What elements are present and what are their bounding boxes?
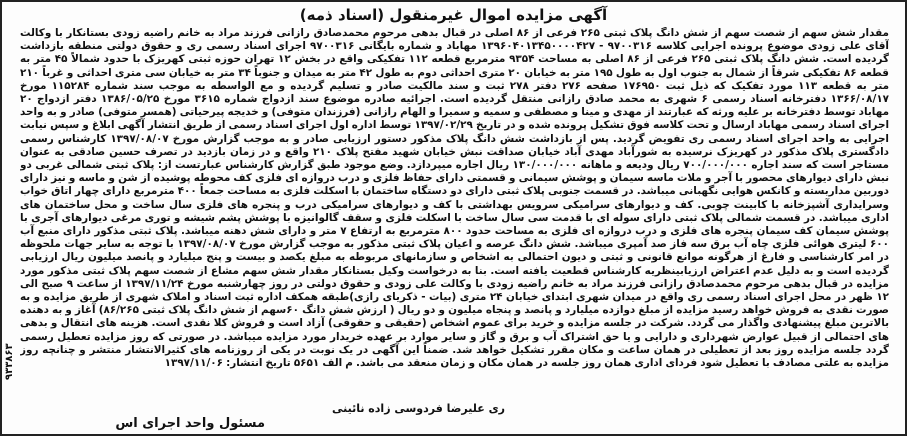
notice-title: آگهی مزایده اموال غیرمنقول (اسناد ذمه) [299,6,608,24]
signature-block [2,403,905,431]
signature-official-name: ری علیرضا فردوسی زاده نائینی [331,402,505,415]
notice-body [20,27,889,405]
signature-office-title: مسئول واحد اجرای اس [115,416,265,431]
notice-body-text: مقدار شش سهم از شصت سهم از شش دانگ پلاک ثبتی ۲۶۵ فرعی از ۸۶ اصلی در قبال بدهی مرحوم محمدصادق رازانی فرزند مراد به خانم راضیه زودی بستانکار با وکالت آقای علی زودی موضوع پرونده اجرایی کلاسه ۹۷۰۰۳۱۶ - ۱۳۹۶۰۴۰۱۳۴۵۰۰۰۰۴۲۷ مهاباد و شماره بایگانی ۹۷۰۰۳۱۶ اجرای اسناد رسمی ری و حقوق دولتی منطقه بازداشت گردیده است. شش دانگ پلاک ثبتی ۲۶۵ فرعی از ۸۶ اصلی به مساحت ۹۳۵۴ مترمربع قطعه ۱۱۲ تفکیکی واقع در بخش ۱۲ تهران حوزه ثبتی کهریزک با حدود شمالاً ۴۵ متر به قطعه ۸۶ تفکیکی شرقاً از شمال به جنوب اول به طول ۱۹۵ متر به خیابان ۲۰ متری احداثی دوم به طول ۴۲ متر به میدان و جنوباً ۳۴ متر به خیابان سی متری احداثی و غرباً ۲۱۰ متر به قطعه ۱۱۳ مورد تفکیک که ذیل ثبت ۱۷۶۹۵۰ صفحه ۲۷۶ دفتر ۲۷۸ ثبت و سند مالکیت صادر و تسلیم گردیده و مع الواسطه به موجب سند شماره ۱۱۵۲۸۴ مورخ ۱۳۶۶/۰۸/۱۷ دفترخانه اسناد رسمی ۶ شهری به محمد صادق رازانی منتقل گردیده است. اجرائیه صادره موضوع سند ازدواج شماره ۳۶۱۵ مورخ ۱۳۸۶/۰۵/۲۵ دفتر ازدواج ۲۰ مهاباد توسط دفترخانه بر علیه ورثه که عبارتند از مهدی و مینا و مصطفی و سمیه و سمیرا و الهام رازانی (فرزندان متوفی) و خدیجه پیرحیاتی (همسر متوفی) صادر و به واحد اجرای اسناد رسمی مهاباد ارسال و تحت کلاسه فوق تشکیل پرونده شده و در تاریخ ۱۳۹۷/۰۲/۲۹ توسط اداره اول اجرای اسناد رسمی از طریق انتشار آگهی ابلاغ و سپس نیابت اجرایی به واحد اجرای اسناد رسمی ری تفویض گردید. پس از بازداشت شش دانگ پلاک مذکور دستور ارزیابی صادر و به موجب گزارش مورخ ۱۳۹۷/۰۸/۰۷ کارشناس رسمی دادگستری پلاک مذکور در کهریزک نرسیده به شورآباد مهدی آباد خیابان صداقت نبش خیابان شهید مفتح پلاک ۲۱۰ واقع و در زمان بازدید در تصرف حسین صادقی به عنوان مستاجر است که سند اجاره ۷۰۰/۰۰۰/۰۰۰ ریال ودیعه و ماهانه ۱۳۰/۰۰۰/۰۰۰ ریال اجاره میپردازد. وضع موجود طبق گزارش کارشناس عبارتست از: پلاک ثبتی شمالی غربی دو نبش دارای دیوارهای محصور با آجر و ملات ماسه سیمان و پوشش سیمانی و قسمتی دارای حفاظ فلزی و درب دروازه ای فلزی کف محوطه پوشیده از شن و ماسه و نیز دارای دوربین مداربسته و کانکس هوایی نگهبانی میباشد. در قسمت جنوبی پلاک ثبتی دارای دو دستگاه ساختمان با اسکلت فلزی به مساحت جمعاً ۴۰۰ مترمربع دارای چهار اتاق خواب وسرایداری آشپزخانه با کابینت چوبی. کف و دیوارهای سرامیکی سرویس بهداشتی با کف و دیوارهای سرامیکی درب و پنجره های فلزی سال ساخت و محل ساختمان های اداری میباشد. در قسمت شمالی پلاک ثبتی دارای سوله ای با قدمت سی سال ساخت با اسکلت فلزی و سقف گالوانیزه با پوشش پشم شیشه و توری مرغی دیوارهای آجری با پوشش سیمان کف سیمان پنجره های فلزی و درب دروازه ای فلزی به مساحت حدود ۸۰۰ مترمربع به ارتفاع ۷ متر و دارای شش دهنه میباشد. پلاک ثبتی مذکور دارای منبع آب ۶۰۰ لیتری هوائی فلزی چاه آب برق سه فاز صد آمپری میباشد. شش دانگ عرصه و اعیان پلاک ثبتی مذکور به موجب گزارش مورخ ۱۳۹۷/۰۸/۰۷ با توجه به سایر جهات ملحوظه در امر کارشناسی و فارغ از هرگونه موانع قانونی و ثبتی و دیون احتمالی به اشخاص و سازمانهای مربوطه به مبلغ یکصد و بیست و پنج میلیارد و پانصد میلیون ریال ارزیابی گردیده است و به دلیل عدم اعتراض ارزیابینظریه کارشناس قطعیت یافته است. بنا به درخواست وکیل بستانکار مقدار شش سهم مشاع از شصت سهم پلاک ثبتی مذکور مورد مزایده در قبال بدهی مرحوم محمدصادق رازانی فرزند مراد به خانم راضیه زودی با وکالت علی زودی و حقوق دولتی در روز چهارشنبه مورخ ۱۳۹۷/۱۱/۲۴ از ساعت ۹ صبح الی ۱۲ ظهر در محل اجرای اسناد رسمی ری واقع در میدان شهری ابتدای خیابان ۲۴ متری (بیات - ذکریای رازی)طبقه همکف اداره ثبت اسناد و املاک شهری از طریق مزایده و به صورت نقدی به فروش خواهد رسید مزایده از مبلغ دوازده میلیارد و پانصد و پنجاه میلیون و دو ریال ( ارزش شش دانگ ۶۰سهم از شش دانگ پلاک ثبتی ۸۶/۲۶۵) آغاز و به دهنده بالاترین مبلغ پیشنهادی واگذار می گردد. شرکت در جلسه مزایده و خرید برای عموم اشخاص (حقیقی و حقوقی) آزاد است و فروش کلا نقدی است. هزینه های انتقال و بدهی های احتمالی از قبیل عوارض شهرداری و دارایی و یا حق اشتراک آب و برق و گاز و سایر موارد بر عهده خریدار مورد مزایده میباشد. در صورتی که روز مزایده تعطیل رسمی گردد جلسه مزایده روز بعد از تعطیلی در همان ساعت و مکان مقرر تشکیل خواهد شد. ضمناً این آگهی در یک نوبت در یکی از روزنامه های کثیرالانتشار منتشر و چنانچه روز مزایده به علتی مصادف با تعطیل شود فردای اداری همان روز جلسه در همان مکان و زمان منعقد می باشد. م الف ۵۶۵۱ تاریخ انتشار: ۱۳۹۷/۱۱/۰۶ [20,27,889,370]
side-reference-code: ۹۳۳۸۶۳ [4,343,15,381]
